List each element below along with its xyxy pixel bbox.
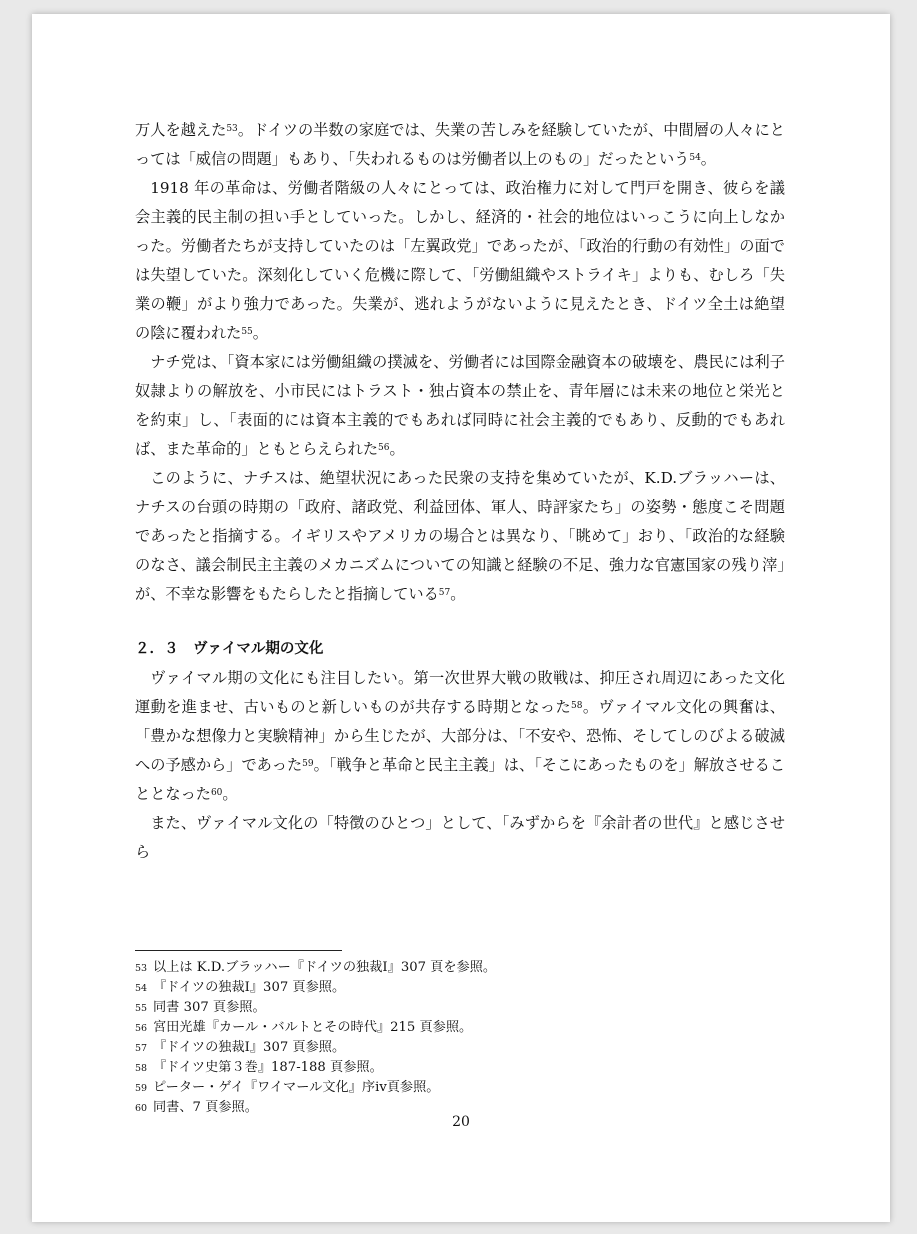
footnote-reference: 55 (241, 327, 253, 337)
footnote-number: 59 (135, 1083, 148, 1094)
paragraph (135, 116, 785, 174)
footnote-reference: 59 (302, 759, 314, 769)
paragraph-text: 。 (222, 785, 238, 803)
paragraph (135, 348, 785, 464)
footnote-number: 57 (135, 1043, 148, 1054)
paragraph-text: ヴァイマル期の文化にも注目したい。第一次世界大戦の敗戦は、抑圧され周辺にあった文化運動を進ませ、古いものと新しいものが共存する時期となった (135, 669, 785, 716)
paragraph-text: 1918 年の革命は、労働者階級の人々にとっては、政治権力に対して門戸を開き、彼らを議会主義的民主制の担い手としていった。しかし、経済的・社会的地位はいっこうに向上しなかった。労働者たちが支持していたのは「左翼政党」であったが、「政治的行動の有効性」の面では失望していた。深刻化していく危機に際して、「労働組織やストライキ」よりも、むしろ「失業の鞭」がより強力であった。失業が、逃れようがないように見えたとき、ドイツ全土は絶望の陰に覆われた (135, 179, 785, 342)
footnote (135, 998, 785, 1018)
footnote-text: 宮田光雄『カール・バルトとその時代』215 頁参照。 (153, 1020, 473, 1035)
footnote-text: 『ドイツの独裁Ⅰ』307 頁参照。 (153, 980, 346, 995)
footnote-reference: 56 (378, 443, 390, 453)
paragraph-text: 。 (450, 585, 466, 603)
footnote-reference: 54 (689, 153, 701, 163)
section-heading: ２．３ ヴァイマル期の文化 (135, 641, 324, 657)
paragraph-text: このように、ナチスは、絶望状況にあった民衆の支持を集めていたが、K.D.ブラッハーは、ナチスの台頭の時期の「政府、諸政党、利益団体、軍人、時評家たち」の姿勢・態度こそ問題であったと指摘する。イギリスやアメリカの場合とは異なり、「眺めて」おり、「政治的な経験のなさ、議会制民主主義のメカニズムについての知識と経験の不足、強力な官憲国家の残り滓」が、不幸な影響をもたらしたと指摘している (135, 469, 785, 603)
footnote (135, 958, 785, 978)
paragraphs (135, 116, 785, 609)
footnote-text: 『ドイツの独裁Ⅰ』307 頁参照。 (153, 1040, 346, 1055)
footnote-text: 『ドイツ史第３巻』187-188 頁参照。 (153, 1060, 383, 1075)
paragraph-text: ナチ党は、「資本家には労働組織の撲滅を、労働者には国際金融資本の破壊を、農民には利子奴隷よりの解放を、小市民にはトラスト・独占資本の禁止を、青年層には未来の地位と栄光とを約束」し、「表面的には資本主義的でもあれば同時に社会主義的でもあり、反動的でもあれば、また革命的」ともとらえられた (135, 353, 785, 458)
footnote (135, 1078, 785, 1098)
footnote-reference: 60 (210, 788, 223, 798)
paragraph (135, 664, 785, 809)
footnote (135, 978, 785, 998)
paragraph (135, 809, 785, 867)
footnote-text: ピーター・ゲイ『ワイマール文化』序ⅳ頁参照。 (153, 1080, 440, 1095)
footnote-number: 53 (135, 963, 148, 974)
footnote-text: 以上は K.D.ブラッハー『ドイツの独裁Ⅰ』307 頁を参照。 (153, 960, 497, 975)
paragraph-text: 。 (700, 150, 716, 168)
footnote (135, 1058, 785, 1078)
paragraph (135, 464, 785, 609)
footnote-number: 54 (135, 983, 148, 994)
paragraph-text: 。 (389, 440, 405, 458)
paragraph-text: 万人を越えた (135, 121, 227, 139)
document-page (32, 14, 890, 1222)
paragraph-text: 。ヴァイマル文化の興奮は、「豊かな想像力と実験精神」から生じたが、大部分は、「不安や、恐怖、そしてしのびよる破滅への予感から」であった (135, 698, 785, 774)
footnote-text: 同書 307 頁参照。 (153, 1000, 266, 1015)
footnote-number: 56 (135, 1023, 148, 1034)
paragraph-text: 。 (252, 324, 268, 342)
footnote-number: 58 (135, 1063, 148, 1074)
page-number: 20 (452, 1114, 470, 1130)
paragraph-text: 。ドイツの半数の家庭では、失業の苦しみを経験していたが、中間層の人々にとっては「威信の問題」もあり、「失われるものは労働者以上のもの」だったという (135, 121, 785, 168)
footnotes (135, 958, 785, 1118)
section-paragraphs (135, 664, 785, 867)
footnote-number: 55 (135, 1003, 148, 1014)
footnote-divider (135, 950, 342, 951)
paragraph (135, 174, 785, 348)
footnote-reference: 57 (438, 588, 451, 598)
footnote-reference: 53 (226, 124, 238, 134)
footnote (135, 1018, 785, 1038)
footnote-text: 同書、7 頁参照。 (153, 1100, 258, 1115)
footnote (135, 1038, 785, 1058)
footnote-number: 60 (135, 1103, 148, 1114)
body-text (135, 116, 785, 867)
footnote-reference: 58 (571, 701, 583, 711)
paragraph-text: また、ヴァイマル文化の「特徴のひとつ」として、「みずからを『余計者の世代』と感じさせら (135, 814, 785, 861)
paragraph-text: 。「戦争と革命と民主主義」は、「そこにあったものを」解放させることとなった (135, 756, 785, 803)
